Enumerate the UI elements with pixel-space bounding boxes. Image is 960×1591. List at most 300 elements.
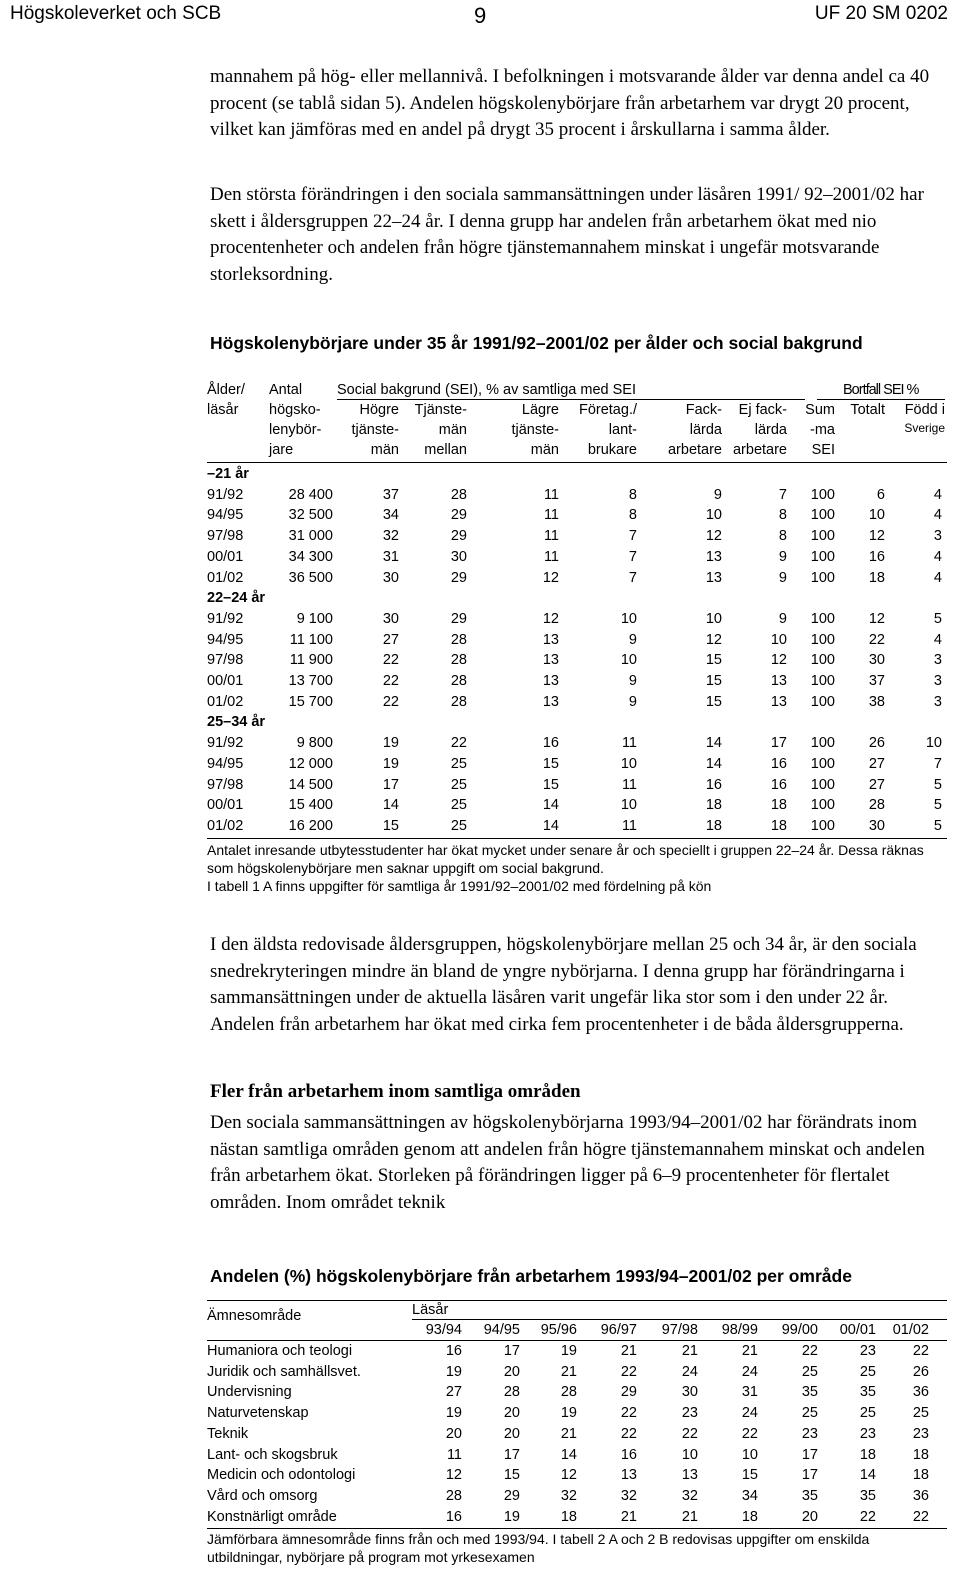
t1-cell-col2: 34 xyxy=(382,507,399,524)
t2-cell-value: 18 xyxy=(912,1446,929,1463)
t1-cell-col7: 9 xyxy=(778,548,787,565)
t1-head-count-4: jare xyxy=(269,442,294,458)
t1-cell-col8: 100 xyxy=(810,755,835,772)
t1-cell-col5: 7 xyxy=(628,569,637,586)
t1-head-lagre-2: män xyxy=(530,442,559,458)
t2-cell-value: 23 xyxy=(859,1425,876,1442)
t1-head-fack-2: arbetare xyxy=(667,442,722,458)
section-subheading: Fler från arbetarhem inom samtliga områden xyxy=(210,1081,581,1102)
t1-cell-col7: 17 xyxy=(770,735,787,752)
t2-cell-value: 19 xyxy=(445,1363,462,1380)
t1-cell-year: 94/95 xyxy=(207,507,244,524)
t2-bottom-rule xyxy=(207,1528,947,1529)
t1-cell-col4: 13 xyxy=(542,673,559,689)
t1-cell-col10: 4 xyxy=(933,569,942,586)
t1-cell-col4: 11 xyxy=(543,507,559,524)
t2-cell-value: 35 xyxy=(801,1384,818,1401)
t1-cell-col8: 100 xyxy=(810,507,835,524)
t1-cell-col2: 27 xyxy=(382,631,399,648)
t2-cell-value: 28 xyxy=(560,1384,577,1401)
t2-cell-value: 12 xyxy=(560,1467,577,1484)
t1-group-label: –21 år xyxy=(207,466,249,482)
t1-cell-col6: 9 xyxy=(713,486,722,503)
t1-cell-col3: 28 xyxy=(450,652,467,669)
table1-note-2: I tabell 1 A finns uppgifter för samtliga år 1991/92–2001/02 med fördelning på kön xyxy=(207,878,712,894)
t1-cell-col4: 13 xyxy=(542,652,559,669)
t2-year-header: 93/94 xyxy=(425,1322,462,1338)
t2-cell-value: 18 xyxy=(912,1467,929,1484)
t1-cell-col7: 18 xyxy=(770,797,787,814)
t2-cell-value: 32 xyxy=(681,1487,698,1504)
t1-cell-col7: 7 xyxy=(778,486,787,503)
t1-head-summa-0: Sum xyxy=(805,402,835,418)
t2-cell-value: 21 xyxy=(560,1425,577,1442)
t1-cell-col8: 100 xyxy=(810,652,835,669)
t2-year-header: 01/02 xyxy=(892,1322,929,1338)
t1-cell-col4: 12 xyxy=(542,569,559,586)
table1 xyxy=(207,380,947,920)
t2-cell-value: 25 xyxy=(859,1405,876,1422)
t1-head-count: Antal xyxy=(269,382,303,398)
t1-group-label: 22–24 år xyxy=(207,590,266,607)
t1-cell-col1: 13 700 xyxy=(288,673,333,689)
t2-cell-value: 15 xyxy=(503,1467,520,1484)
t2-area-label: Medicin och odontologi xyxy=(207,1467,356,1484)
t1-head-lagre-1: tjänste- xyxy=(511,422,559,438)
t2-area-label: Humaniora och teologi xyxy=(207,1343,353,1359)
t1-bottom-rule xyxy=(207,838,947,839)
t1-cell-col10: 4 xyxy=(933,548,942,565)
t1-cell-col9: 37 xyxy=(868,673,885,689)
t1-cell-col7: 16 xyxy=(770,776,787,793)
t1-cell-col3: 22 xyxy=(450,735,467,752)
t1-cell-col9: 12 xyxy=(868,528,885,545)
t1-cell-col10: 4 xyxy=(933,507,942,524)
t1-cell-col10: 3 xyxy=(933,673,942,689)
t1-cell-col4: 11 xyxy=(543,548,559,565)
t1-cell-col9: 26 xyxy=(868,735,885,752)
t2-cell-value: 19 xyxy=(560,1343,577,1359)
t1-cell-col5: 7 xyxy=(628,548,637,565)
t1-head-fack-1: lärda xyxy=(689,422,722,438)
t1-cell-col9: 6 xyxy=(876,486,885,503)
t1-cell-col10: 5 xyxy=(933,817,942,834)
t1-cell-col1: 36 500 xyxy=(288,569,333,586)
t1-cell-col3: 29 xyxy=(450,610,467,627)
t2-cell-value: 17 xyxy=(503,1446,520,1463)
t1-cell-col1: 34 300 xyxy=(288,548,333,565)
t1-cell-col9: 18 xyxy=(868,569,885,586)
t1-head-foretag-1: lant- xyxy=(608,422,637,438)
t2-cell-value: 36 xyxy=(912,1384,929,1401)
t2-cell-value: 35 xyxy=(859,1487,876,1504)
t2-cell-value: 32 xyxy=(620,1487,637,1504)
t2-year-header: 95/96 xyxy=(540,1322,577,1338)
t1-cell-col2: 22 xyxy=(382,673,399,689)
t2-area-label: Naturvetenskap xyxy=(207,1405,309,1422)
t1-cell-col7: 13 xyxy=(770,673,787,689)
t2-cell-value: 27 xyxy=(445,1384,462,1401)
t2-cell-value: 18 xyxy=(741,1508,758,1525)
t1-cell-col3: 30 xyxy=(450,548,467,565)
t1-cell-col5: 11 xyxy=(621,735,637,752)
t1-head-year: läsår xyxy=(207,402,239,418)
t2-cell-value: 24 xyxy=(741,1363,758,1380)
t1-cell-col6: 13 xyxy=(705,569,722,586)
t2-cell-value: 22 xyxy=(912,1508,929,1525)
t2-cell-value: 24 xyxy=(741,1405,758,1422)
t1-cell-col3: 28 xyxy=(450,631,467,648)
t2-year-header: 94/95 xyxy=(483,1322,520,1338)
t1-cell-col9: 10 xyxy=(868,507,885,524)
t1-cell-col4: 13 xyxy=(542,631,559,648)
t1-head-summa-2: SEI xyxy=(811,442,835,458)
t2-top-rule xyxy=(207,1300,947,1301)
t1-cell-col2: 30 xyxy=(382,610,399,627)
t1-head-count-2: högsko- xyxy=(269,402,321,418)
t2-cell-value: 22 xyxy=(912,1343,929,1359)
t2-cell-value: 22 xyxy=(801,1343,818,1359)
t1-head-hogre-2: män xyxy=(370,442,399,458)
t1-cell-col4: 16 xyxy=(542,735,559,752)
t1-cell-col6: 15 xyxy=(705,652,722,669)
t1-cell-col10: 5 xyxy=(933,776,942,793)
t1-cell-col2: 15 xyxy=(382,817,399,834)
t1-cell-col10: 3 xyxy=(933,528,942,545)
t1-head-ejfack-0: Ej fack- xyxy=(738,402,787,418)
t2-area-label: Teknik xyxy=(207,1425,249,1442)
t1-cell-col5: 10 xyxy=(620,652,637,669)
table1-title: Högskolenybörjare under 35 år 1991/92–2001/02 per ålder och social bakgrund xyxy=(210,333,863,353)
t1-cell-col4: 11 xyxy=(543,528,559,545)
t1-cell-col1: 15 400 xyxy=(288,797,333,814)
t2-cell-value: 10 xyxy=(681,1446,698,1463)
t1-cell-col9: 27 xyxy=(868,755,885,772)
t1-cell-col1: 16 200 xyxy=(288,817,333,834)
t1-cell-col5: 11 xyxy=(621,817,637,834)
t2-cell-value: 19 xyxy=(503,1508,520,1525)
t1-cell-col10: 3 xyxy=(933,693,942,710)
t1-cell-col2: 30 xyxy=(382,569,399,586)
t2-cell-value: 36 xyxy=(912,1487,929,1504)
t1-group-label: 25–34 år xyxy=(207,714,266,731)
t1-head-summa-1: -ma xyxy=(810,422,835,438)
t1-cell-col7: 9 xyxy=(778,610,787,627)
t1-cell-col9: 16 xyxy=(868,548,885,565)
t2-cell-value: 20 xyxy=(445,1425,462,1442)
t2-cell-value: 12 xyxy=(445,1467,462,1484)
t1-cell-col4: 12 xyxy=(542,610,559,627)
t1-cell-col6: 13 xyxy=(705,548,722,565)
t2-cell-value: 21 xyxy=(620,1343,637,1359)
t2-cell-value: 20 xyxy=(503,1405,520,1422)
t1-cell-year: 00/01 xyxy=(207,548,244,565)
t1-cell-col7: 10 xyxy=(770,631,787,648)
t1-cell-col8: 100 xyxy=(810,817,835,834)
t1-cell-col5: 8 xyxy=(628,486,637,503)
table2-title: Andelen (%) högskolenybörjare från arbetarhem 1993/94–2001/02 per område xyxy=(210,1266,852,1286)
t1-cell-col5: 8 xyxy=(628,507,637,524)
t1-cell-col6: 15 xyxy=(705,673,722,689)
t2-cell-value: 20 xyxy=(801,1508,818,1525)
t1-head-sei-group: Social bakgrund (SEI), % av samtliga med SEI xyxy=(337,382,636,398)
t1-cell-col9: 38 xyxy=(868,693,885,710)
t1-cell-col8: 100 xyxy=(810,486,835,503)
t1-cell-year: 01/02 xyxy=(207,693,244,710)
t1-cell-col5: 9 xyxy=(628,631,637,648)
t1-cell-col1: 14 500 xyxy=(288,776,333,793)
t2-area-label: Lant- och skogsbruk xyxy=(207,1446,338,1463)
t1-cell-col4: 13 xyxy=(542,693,559,710)
t1-cell-col10: 7 xyxy=(933,755,942,772)
t1-cell-col4: 14 xyxy=(542,797,559,814)
t1-head-tjm-0: Tjänste- xyxy=(414,402,467,418)
t2-cell-value: 17 xyxy=(801,1446,818,1463)
t2-cell-value: 22 xyxy=(620,1363,637,1380)
t1-cell-col6: 18 xyxy=(705,797,722,814)
t2-cell-value: 10 xyxy=(741,1446,758,1463)
t1-head-lagre-0: Lägre xyxy=(521,402,559,418)
t2-cell-value: 25 xyxy=(859,1363,876,1380)
t1-cell-col6: 12 xyxy=(705,528,722,545)
t2-year-header: 96/97 xyxy=(600,1322,637,1338)
t1-cell-col6: 10 xyxy=(705,507,722,524)
t1-cell-col8: 100 xyxy=(810,548,835,565)
t1-cell-col1: 11 900 xyxy=(289,652,333,669)
t1-head-hogre-1: tjänste- xyxy=(351,422,399,438)
t1-cell-col6: 14 xyxy=(705,735,722,752)
t1-cell-col4: 14 xyxy=(542,817,559,834)
t1-cell-col9: 22 xyxy=(868,631,885,648)
t1-cell-col8: 100 xyxy=(810,610,835,627)
t1-head-tjm-1: män xyxy=(438,422,467,438)
t2-cell-value: 26 xyxy=(912,1363,929,1380)
t1-cell-col6: 18 xyxy=(705,817,722,834)
t2-cell-value: 23 xyxy=(859,1343,876,1359)
t1-head-tjm-2: mellan xyxy=(424,442,467,458)
t2-cell-value: 23 xyxy=(912,1425,929,1442)
t2-year-header: 00/01 xyxy=(839,1322,876,1338)
t2-cell-value: 11 xyxy=(446,1446,462,1463)
t2-cell-value: 22 xyxy=(741,1425,758,1442)
t1-cell-col2: 22 xyxy=(382,652,399,669)
t1-head-fack-0: Fack- xyxy=(685,402,722,418)
t1-cell-col8: 100 xyxy=(810,776,835,793)
t2-cell-value: 34 xyxy=(741,1487,758,1504)
t2-cell-value: 16 xyxy=(445,1508,462,1525)
t1-cell-col1: 9 100 xyxy=(296,610,333,627)
t2-cell-value: 23 xyxy=(801,1425,818,1442)
t2-cell-value: 15 xyxy=(741,1467,758,1484)
t1-cell-col8: 100 xyxy=(810,528,835,545)
t1-cell-col7: 8 xyxy=(778,507,787,524)
t2-cell-value: 16 xyxy=(620,1446,637,1463)
t2-cell-value: 23 xyxy=(681,1405,698,1422)
t1-cell-col5: 9 xyxy=(628,693,637,710)
t2-cell-value: 14 xyxy=(560,1446,577,1463)
table1-note-1: Antalet inresande utbytesstudenter har ökat mycket under senare år och speciellt i gruppen 22–24 år. Dessa räknas som högskolenybörjare men saknar uppgift om social bakgrund. xyxy=(207,842,924,876)
t1-cell-col9: 28 xyxy=(868,797,885,814)
t2-cell-value: 22 xyxy=(859,1508,876,1525)
page-header xyxy=(0,0,960,30)
t2-year-header: 99/00 xyxy=(781,1322,818,1338)
t2-area-label: Konstnärligt område xyxy=(207,1508,337,1525)
t2-cell-value: 32 xyxy=(560,1487,577,1504)
t2-cell-value: 21 xyxy=(681,1508,698,1525)
t1-cell-col1: 32 500 xyxy=(288,507,333,524)
t1-cell-col1: 31 000 xyxy=(288,528,333,545)
t2-area-label: Vård och omsorg xyxy=(207,1487,318,1504)
t1-head-age: Ålder/ xyxy=(207,382,245,398)
t2-cell-value: 13 xyxy=(620,1467,637,1484)
t1-head-totalt: Totalt xyxy=(850,402,885,418)
t1-cell-col2: 31 xyxy=(382,548,399,565)
t1-cell-col7: 12 xyxy=(770,652,787,669)
t1-cell-col8: 100 xyxy=(810,673,835,689)
t1-cell-col10: 10 xyxy=(925,735,942,752)
t2-cell-value: 22 xyxy=(681,1425,698,1442)
t2-year-header: 97/98 xyxy=(661,1322,698,1338)
t2-cell-value: 18 xyxy=(560,1508,577,1525)
t1-cell-year: 00/01 xyxy=(207,797,244,814)
t2-cell-value: 25 xyxy=(801,1363,818,1380)
t1-cell-col2: 22 xyxy=(382,693,399,710)
t1-cell-col1: 12 000 xyxy=(288,755,333,772)
t2-head-lasar: Läsår xyxy=(412,1302,449,1318)
t1-cell-col3: 29 xyxy=(450,528,467,545)
header-series-code: UF 20 SM 0202 xyxy=(814,3,948,24)
t1-cell-col6: 12 xyxy=(705,631,722,648)
t1-head-foretag-2: brukare xyxy=(587,442,637,458)
t1-cell-col7: 13 xyxy=(770,693,787,710)
t1-cell-col7: 16 xyxy=(770,755,787,772)
t2-cell-value: 28 xyxy=(445,1487,462,1504)
t2-cell-value: 29 xyxy=(503,1487,520,1504)
t1-cell-col2: 14 xyxy=(382,797,399,814)
t2-area-label: Juridik och samhällsvet. xyxy=(207,1363,361,1380)
paragraph-4: Den sociala sammansättningen av högskolenybörjarna 1993/94–2001/02 har förändrats inom nästan samtliga områden genom att andelen från högre tjänstemannahem minskat och andelen från arbetarhem ökat. Storleken på förändringen ligger på 6–9 procentenheter för flertalet områden. Inom området teknik xyxy=(210,1112,925,1213)
paragraph-3: I den äldsta redovisade åldersgruppen, högskolenybörjare mellan 25 och 34 år, är den sociala snedrekryteringen mindre än bland de yngre nybörjarna. I denna grupp har förändringarna i sammansättningen under de aktuella läsåren varit ungefär lika stor som i den under 22 år. Andelen från arbetarhem har ökat med cirka fem procentenheter i de båda åldersgrupperna. xyxy=(210,934,917,1035)
t1-cell-col8: 100 xyxy=(810,797,835,814)
t1-cell-col8: 100 xyxy=(810,735,835,752)
t2-cell-value: 20 xyxy=(503,1363,520,1380)
t2-cell-value: 22 xyxy=(620,1405,637,1422)
t1-cell-year: 91/92 xyxy=(207,486,244,503)
t2-cell-value: 35 xyxy=(801,1487,818,1504)
t1-cell-year: 94/95 xyxy=(207,631,244,648)
t1-cell-col4: 15 xyxy=(542,776,559,793)
t1-head-foretag-0: Företag./ xyxy=(578,402,637,418)
table2 xyxy=(207,1300,947,1590)
t1-head-count-3: lenybör- xyxy=(269,422,322,438)
t2-cell-value: 19 xyxy=(445,1405,462,1422)
t1-cell-year: 97/98 xyxy=(207,528,244,545)
t1-cell-col1: 28 400 xyxy=(288,486,333,503)
t1-cell-col3: 28 xyxy=(450,673,467,689)
t1-cell-col7: 9 xyxy=(778,569,787,586)
t1-cell-col8: 100 xyxy=(810,693,835,710)
t1-cell-col7: 8 xyxy=(778,528,787,545)
t1-cell-year: 00/01 xyxy=(207,673,244,689)
t1-cell-col9: 30 xyxy=(868,817,885,834)
t1-head-hogre-0: Högre xyxy=(359,402,399,418)
t1-cell-year: 97/98 xyxy=(207,652,244,669)
t1-cell-col2: 17 xyxy=(382,776,399,793)
table2-note: Jämförbara ämnesområde finns från och med 1993/94. I tabell 2 A och 2 B redovisas uppgifter om enskilda utbildningar, nybörjare på program mot yrkesexamen xyxy=(207,1531,870,1565)
t2-cell-value: 19 xyxy=(560,1405,577,1422)
t2-cell-value: 17 xyxy=(801,1467,818,1484)
t1-cell-col9: 12 xyxy=(868,610,885,627)
t1-cell-col9: 27 xyxy=(868,776,885,793)
t1-cell-col5: 10 xyxy=(620,610,637,627)
t1-cell-col10: 3 xyxy=(933,652,942,669)
t1-head-ejfack-2: arbetare xyxy=(732,442,787,458)
t1-cell-col2: 19 xyxy=(382,735,399,752)
t2-cell-value: 25 xyxy=(801,1405,818,1422)
t2-area-label: Undervisning xyxy=(207,1384,292,1401)
t1-head-bortfall-group: Bortfall SEI % xyxy=(843,382,919,398)
t1-cell-col8: 100 xyxy=(810,569,835,586)
t1-cell-col2: 32 xyxy=(382,528,399,545)
t2-cell-value: 35 xyxy=(859,1384,876,1401)
t1-cell-col1: 9 800 xyxy=(296,735,333,752)
t2-cell-value: 21 xyxy=(741,1343,758,1359)
t1-cell-col3: 25 xyxy=(450,755,467,772)
t2-cell-value: 13 xyxy=(681,1467,698,1484)
page-number: 9 xyxy=(474,3,487,28)
t1-cell-col5: 10 xyxy=(620,797,637,814)
t2-cell-value: 21 xyxy=(620,1508,637,1525)
t1-cell-col3: 29 xyxy=(450,569,467,586)
t1-head-ejfack-1: lärda xyxy=(754,422,787,438)
t2-cell-value: 16 xyxy=(445,1343,462,1359)
t1-cell-col6: 14 xyxy=(705,755,722,772)
t1-cell-col9: 30 xyxy=(868,652,885,669)
t1-cell-col5: 10 xyxy=(620,755,637,772)
t1-cell-col10: 4 xyxy=(933,486,942,503)
t1-cell-year: 94/95 xyxy=(207,755,244,772)
t1-cell-col5: 7 xyxy=(628,528,637,545)
t1-cell-year: 01/02 xyxy=(207,569,244,586)
t1-cell-col6: 16 xyxy=(705,776,722,793)
t1-cell-col8: 100 xyxy=(810,631,835,648)
t2-cell-value: 28 xyxy=(503,1384,520,1401)
t1-cell-col10: 4 xyxy=(933,631,942,648)
t2-cell-value: 31 xyxy=(741,1384,758,1401)
t1-cell-year: 01/02 xyxy=(207,817,244,834)
t1-cell-col5: 11 xyxy=(621,776,637,793)
t1-cell-col3: 25 xyxy=(450,817,467,834)
t1-cell-col1: 15 700 xyxy=(288,693,333,710)
paragraph-1: mannahem på hög- eller mellannivå. I befolkningen i motsvarande ålder var denna andel ca 40 procent (se tablå sidan 5). Andelen högskolenybörjare från arbetarhem var drygt 20 procent, vilket kan jämföras med en andel på drygt 35 procent i årskullarna i samma ålder. xyxy=(210,66,930,140)
t2-year-header: 98/99 xyxy=(721,1322,758,1338)
t1-head-fodd-1: Sverige xyxy=(904,421,945,435)
t1-cell-year: 97/98 xyxy=(207,776,244,793)
t1-cell-col10: 5 xyxy=(933,610,942,627)
t2-head-area: Ämnesområde xyxy=(207,1308,302,1324)
t1-cell-col4: 11 xyxy=(543,486,559,503)
t1-cell-col3: 28 xyxy=(450,486,467,503)
t1-cell-col6: 10 xyxy=(705,610,722,627)
t1-cell-col5: 9 xyxy=(628,673,637,689)
t1-cell-col3: 25 xyxy=(450,776,467,793)
paragraph-2: Den största förändringen i den sociala sammansättningen under läsåren 1991/ 92–2001/02 har skett i åldersgruppen 22–24 år. I denna grupp har andelen från arbetarhem ökat med nio procentenheter och andelen från högre tjänstemannahem minskat i ungefär motsvarande storleksordning. xyxy=(210,184,924,285)
t1-cell-col3: 28 xyxy=(450,693,467,710)
t2-cell-value: 30 xyxy=(681,1384,698,1401)
t1-head-fodd-0: Född i xyxy=(904,402,945,418)
t2-cell-value: 21 xyxy=(681,1343,698,1359)
t1-cell-col3: 25 xyxy=(450,797,467,814)
